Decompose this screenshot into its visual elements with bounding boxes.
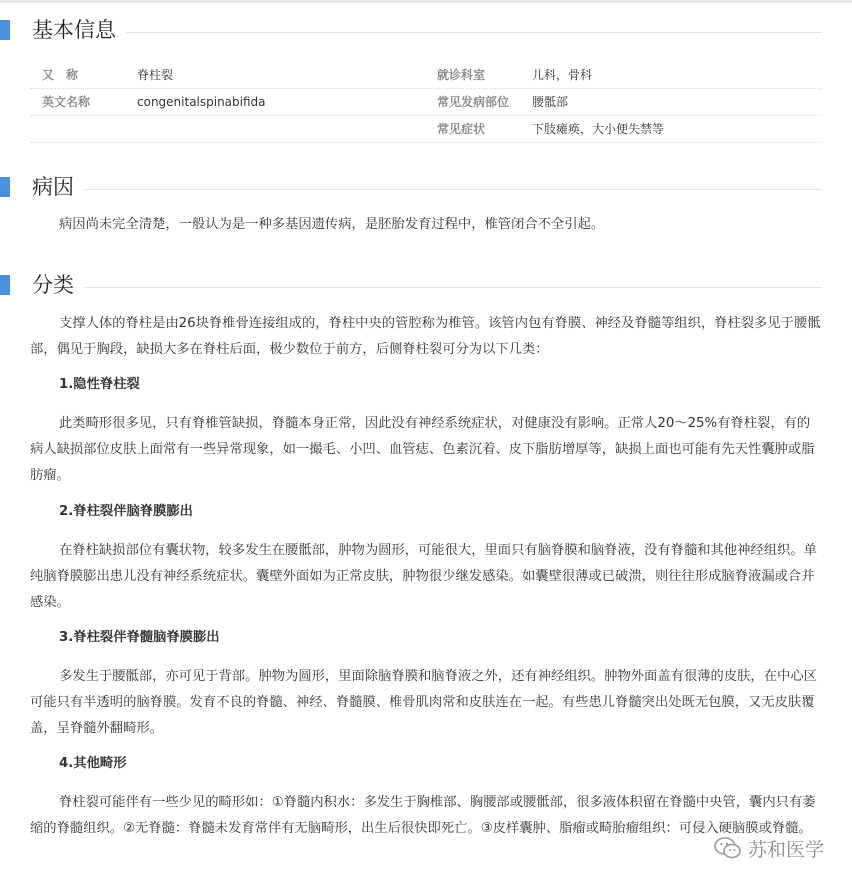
info-row — [30, 116, 822, 143]
info-table — [30, 62, 822, 143]
section-basic-info — [0, 15, 822, 45]
classification-paragraph: 此类畸形很多见，只有脊椎管缺损，脊髓本身正常，因此没有神经系统症状，对健康没有影响。正常人20～25%有脊柱裂，有的病人缺损部位皮肤上面常有一些异常现象，如一撮毛、小凹、血管痣、色素沉着、皮下脂肪增厚等，缺损上面也可能有先天性囊肿或脂肪瘤。 — [30, 416, 815, 483]
section-title: 基本信息 — [32, 15, 126, 45]
symptom-label: 常见症状 — [437, 122, 486, 136]
info-row — [30, 89, 822, 116]
site-value: 腰骶部 — [532, 95, 569, 109]
classification-paragraph: 在脊柱缺损部位有囊状物，较多发生在腰骶部，肿物为圆形，可能很大，里面只有脑脊膜和脑脊液，没有脊髓和其他神经组织。单纯脑脊膜膨出患儿没有神经系统症状。囊壁外面如为正常皮肤，肿物很少继发感染。如囊壁很薄或已破溃，则往往形成脑脊液漏或合并感染。 — [30, 543, 817, 610]
classification-paragraph: 多发生于腰骶部，亦可见于背部。肿物为圆形，里面除脑脊膜和脑脊液之外，还有神经组织。肿物外面盖有很薄的皮肤，在中心区可能只有半透明的脑脊膜。发育不良的脊髓、神经、脊髓膜、椎骨肌肉常和皮肤连在一起。有些患儿脊髓突出处既无包膜，又无皮肤覆盖，呈脊髓外翻畸形。 — [30, 669, 817, 736]
english-value: congenitalspinabifida — [137, 95, 266, 109]
section-title: 分类 — [32, 270, 84, 300]
subheading: 2.脊柱裂伴脑脊膜膨出 — [59, 504, 193, 519]
top-border — [0, 0, 852, 3]
section-divider — [32, 189, 822, 190]
alias-value: 脊柱裂 — [137, 68, 174, 82]
dept-value: 儿科，骨科 — [532, 68, 593, 82]
subheading: 4.其他畸形 — [59, 756, 127, 771]
watermark-text: 苏和医学 — [747, 838, 824, 861]
section-accent-bar — [0, 275, 10, 295]
english-label: 英文名称 — [42, 95, 91, 109]
section-cause — [0, 172, 822, 202]
subheading: 1.隐性脊柱裂 — [59, 377, 140, 392]
subheading: 3.脊柱裂伴脊髓脑脊膜膨出 — [59, 630, 220, 645]
symptom-value: 下肢瘫痪，大小便失禁等 — [532, 122, 665, 136]
classification-paragraph: 脊柱裂可能伴有一些少见的畸形如：①脊髓内积水：多发生于胸椎部、胸腰部或腰骶部，很多液体积留在脊髓中央管，囊内只有萎缩的脊髓组织。②无脊髓：脊髓未发育常伴有无脑畸形，出生后很快即死亡。③皮样囊肿、脂瘤或畸胎瘤组织：可侵入硬脑膜或脊髓。 — [30, 795, 816, 836]
wechat-icon — [714, 836, 742, 860]
section-title: 病因 — [32, 172, 84, 202]
section-accent-bar — [0, 177, 10, 197]
cause-paragraph: 病因尚未完全清楚，一般认为是一种多基因遗传病，是胚胎发育过程中，椎管闭合不全引起。 — [59, 217, 605, 232]
alias-label: 又 称 — [42, 68, 79, 82]
section-divider — [32, 32, 822, 33]
watermark — [714, 834, 824, 862]
dept-label: 就诊科室 — [437, 68, 486, 82]
info-row — [30, 62, 822, 89]
site-label: 常见发病部位 — [437, 95, 510, 109]
classification-intro: 支撑人体的脊柱是由26块脊椎骨连接组成的，脊柱中央的管腔称为椎管。该管内包有脊膜、神经及脊髓等组织，脊柱裂多见于腰骶部，偶见于胸段，缺损大多在脊柱后面，极少数位于前方，后侧脊柱裂可分为以下几类： — [30, 316, 821, 357]
section-accent-bar — [0, 20, 10, 40]
section-classification — [0, 270, 822, 300]
section-divider — [32, 287, 822, 288]
